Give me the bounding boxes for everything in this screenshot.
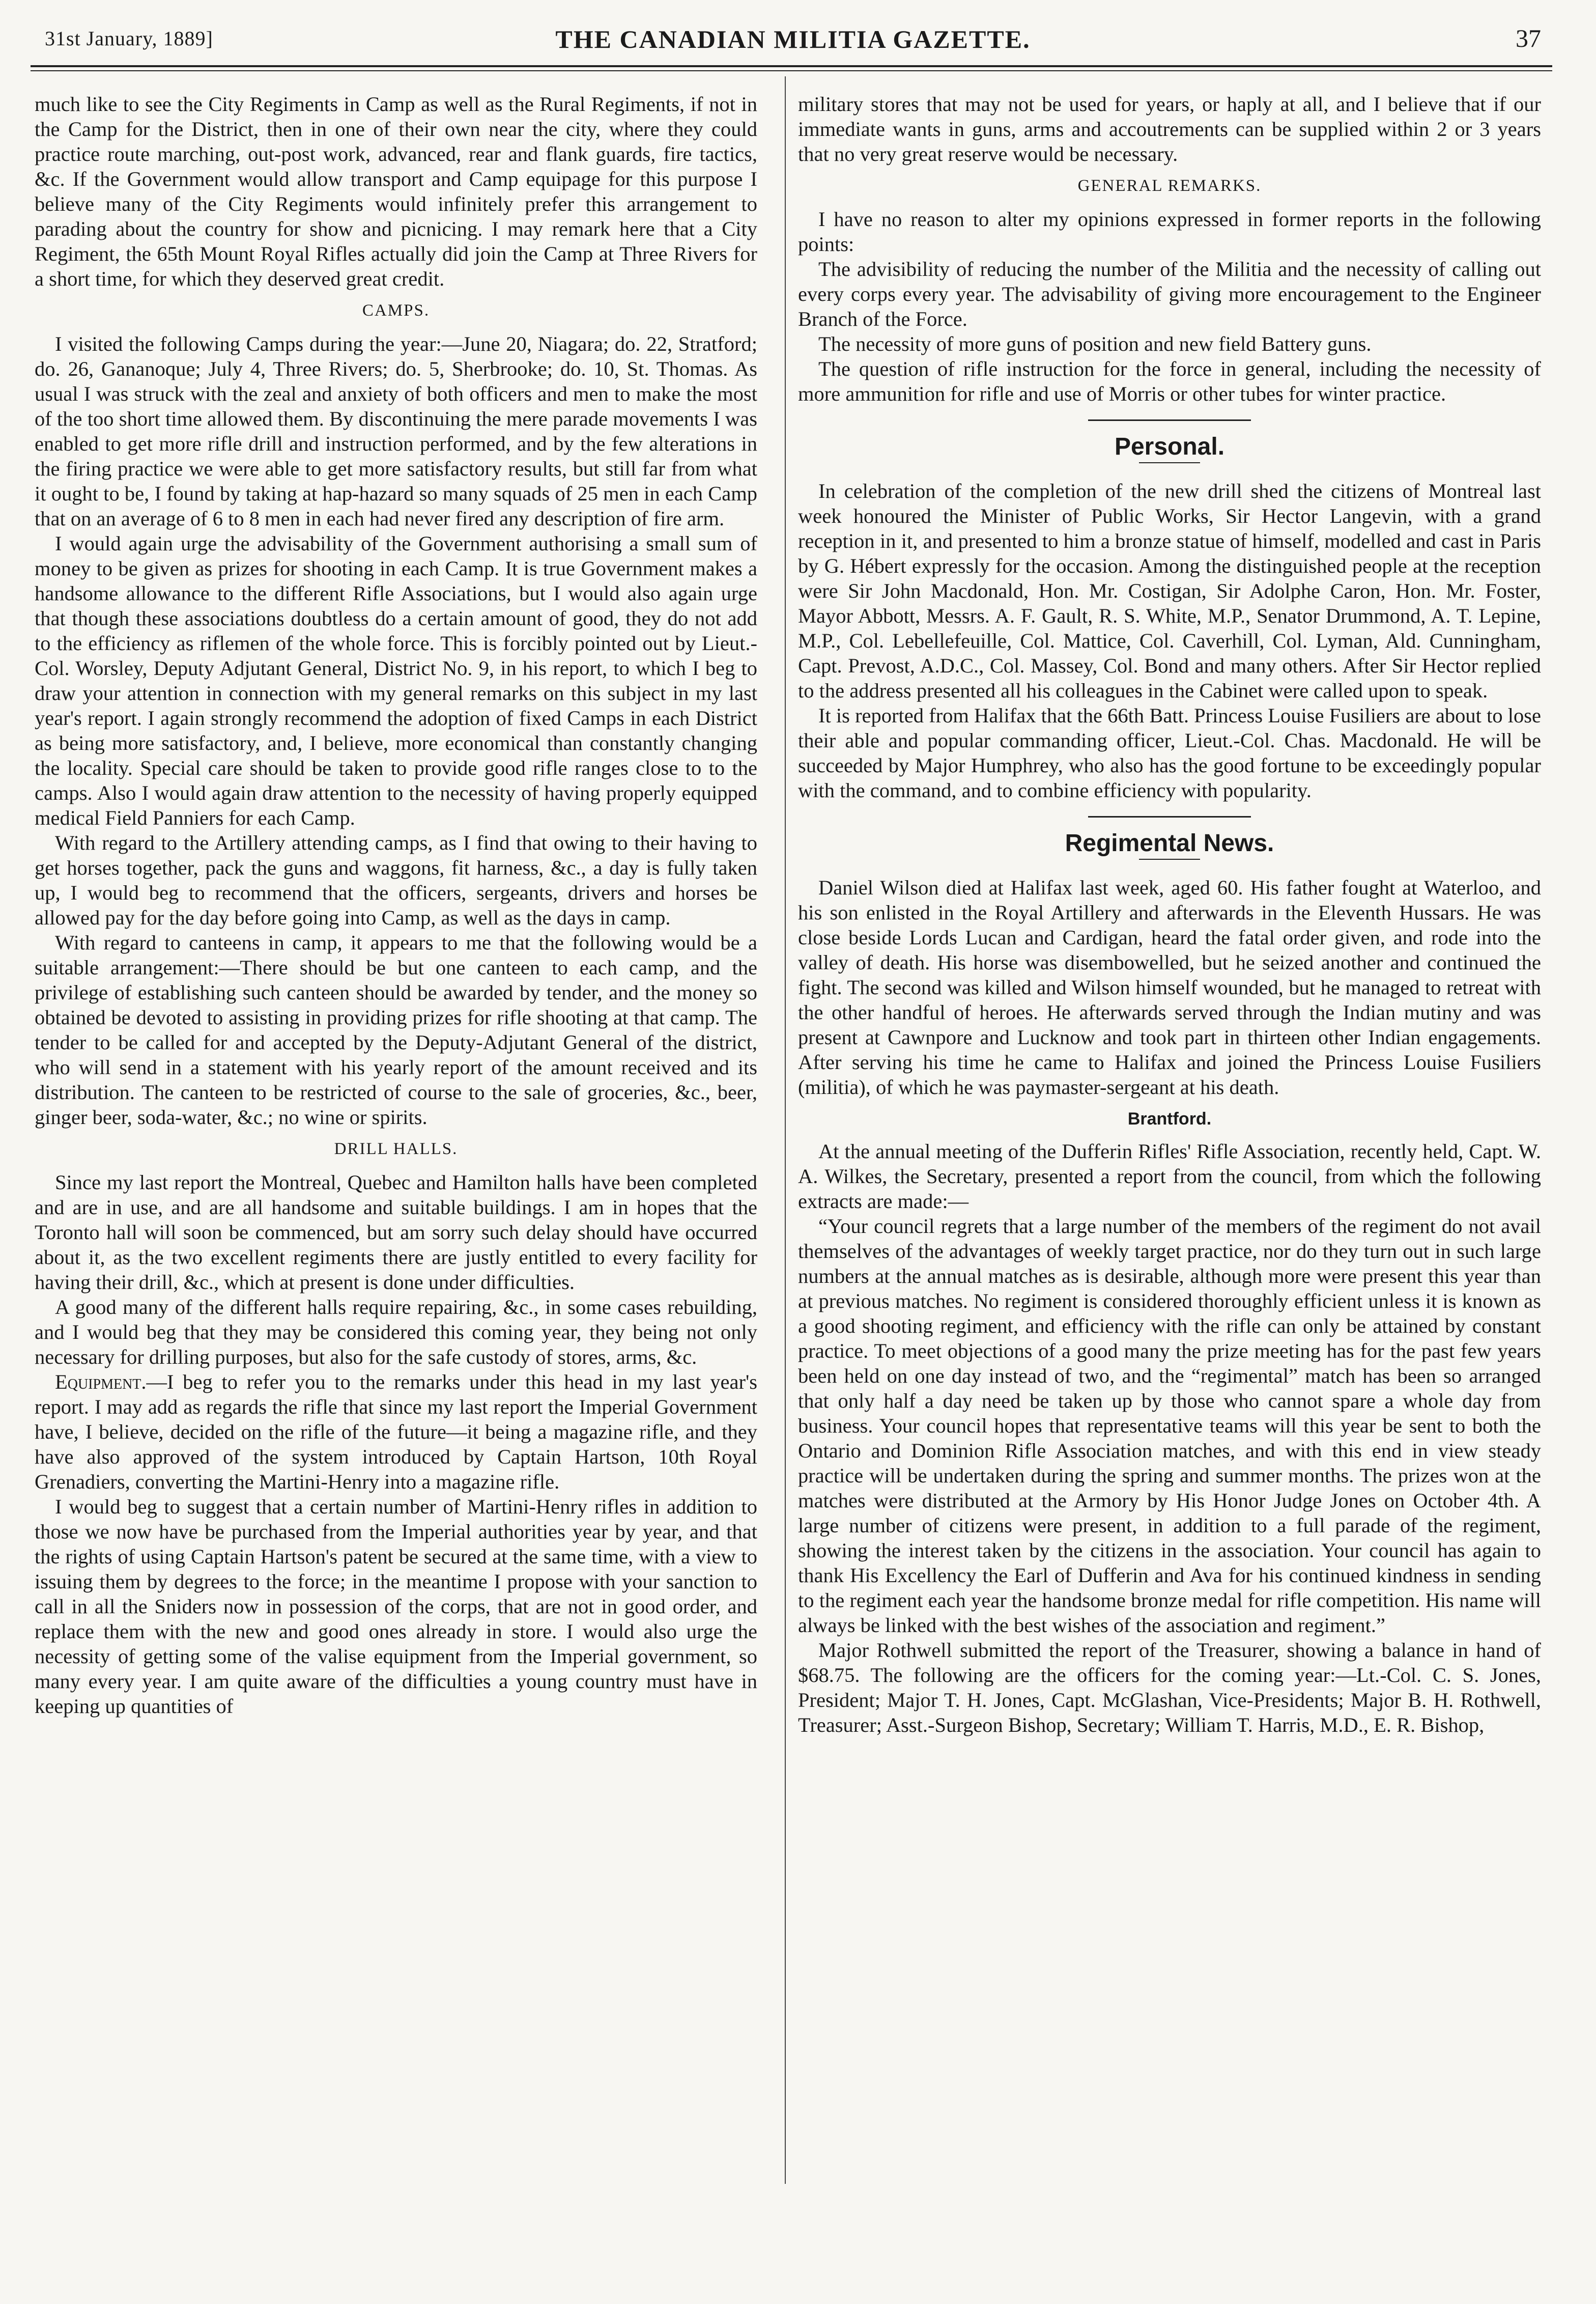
- personal-paragraph: It is reported from Halifax that the 66th Batt. Princess Louise Fusiliers are about to lose their able and popular commanding officer, Lieut.-Col. Chas. Macdonald. He will be succeeded by Major Humphrey, who also has the good fortune to be exceedingly popular with the command, and to combine efficiency with popularity.: [798, 704, 1541, 802]
- equipment-text: —I beg to refer you to the remarks under this head in my last year's report. I may add as regards the rifle that since my last report the Imperial Government have, I believe, decided on the rifle of the future—it being a magazine rifle, and they have also approved of the system introduced by Captain Hartson, 10th Royal Grenadiers, converting the Martini-Henry into a magazine rifle.: [35, 1370, 757, 1493]
- general-remarks-paragraph: The advisibility of reducing the number of the Militia and the necessity of calling out every corps every year. The advisability of giving more encouragement to the Engineer Branch of the Force.: [798, 258, 1541, 330]
- masthead-title: THE CANADIAN MILITIA GAZETTE.: [555, 25, 1031, 53]
- header-rule: [31, 65, 1552, 67]
- drill-halls-paragraph: A good many of the different halls require repairing, &c., in some cases rebuilding, and I would beg that they may be considered this coming year, they being not only necessary for drilling purposes, but also for the safe custody of stores, arms, &c.: [35, 1296, 757, 1368]
- brantford-paragraph: At the annual meeting of the Dufferin Rifles' Rifle Association, recently held, Capt. W. A. Wilkes, the Secretary, presented a report from the council, from which the following extracts are made:—: [798, 1140, 1541, 1213]
- camps-heading: CAMPS.: [362, 301, 430, 320]
- brantford-heading: Brantford.: [1127, 1109, 1212, 1129]
- equipment-label: Equipment.: [55, 1370, 147, 1393]
- heading-underline: [1139, 462, 1200, 463]
- intro-paragraph: much like to see the City Regiments in Camp as well as the Rural Regiments, if not in the Camp for the District, then in one of their own near the city, where they could practice route marching, out-post work, advanced, rear and flank guards, fire tactics, &c. If the Government would allow transport and Camp equipage for this purpose I believe many of the City Regiments would infinitely prefer this arrangement to parading about the country for show and picnicing. I may remark here that a City Regiment, the 65th Mount Royal Rifles actually did join the Camp at Three Rivers for a short time, for which they deserved great credit.: [35, 93, 757, 290]
- general-remarks-paragraph: I have no reason to alter my opinions expressed in former reports in the following points:: [798, 208, 1541, 256]
- header-rule-thin: [31, 70, 1552, 71]
- left-column: [35, 92, 757, 2189]
- equipment-paragraph: I would beg to suggest that a certain number of Martini-Henry rifles in addition to those we now have be purchased from the Imperial authorities year by year, and that the rights of using Captain Hartson's patent be secured at the same time, with a view to issuing them by degrees to the force; in the meantime I propose with your sanction to call in all the Sniders now in possession of the corps, that are not in good order, and replace them with the new and good ones already in store. I would also urge the necessity of getting some of the valise equipment from the Imperial government, so many every year. I am quite aware of the difficulties a young country must have in keeping up quantities of: [35, 1495, 757, 1718]
- drill-halls-paragraph: Since my last report the Montreal, Quebec and Hamilton halls have been completed and are in use, and are all handsome and suitable buildings. I am in hopes that the Toronto hall will soon be commenced, but am sorry such delay should have occurred about it, as the two excellent regiments there are justly entitled to every facility for having their drill, &c., which at present is done under difficulties.: [35, 1171, 757, 1294]
- regimental-paragraph: Daniel Wilson died at Halifax last week, aged 60. His father fought at Waterloo, and his son enlisted in the Royal Artillery and afterwards in the Eleventh Hussars. He was close beside Lords Lucan and Cardigan, heard the fatal order given, and rode into the valley of death. His horse was disembowelled, but he seized another and continued the fight. The second was killed and Wilson himself wounded, but he managed to retreat with the other handful of heroes. He afterwards served through the Indian mutiny and was present at Cawnpore and Lucknow and took part in thirteen other Indian engagements. After serving his time he came to Halifax and joined the Princess Louise Fusiliers (militia), of which he was paymaster-sergeant at his death.: [798, 876, 1541, 1099]
- heading-underline: [1139, 859, 1200, 860]
- column-divider: [785, 76, 786, 2184]
- equipment-paragraph: [35, 1369, 757, 1494]
- personal-paragraph: In celebration of the completion of the new drill shed the citizens of Montreal last week honoured the Minister of Public Works, Sir Hector Langevin, with a grand reception in it, and presented to him a bronze statue of himself, modelled and cast in Paris by G. Hébert expressly for the occasion. Among the distinguished people at the reception were Sir John Macdonald, Hon. Mr. Costigan, Sir Adolphe Caron, Hon. Mr. Foster, Mayor Abbott, Messrs. A. F. Gault, R. S. White, M.P., Senator Drummond, A. T. Lepine, M.P., Col. Lebellefeuille, Col. Mattice, Col. Caverhill, Col. Lyman, Ald. Cunningham, Capt. Prevost, A.D.C., Col. Massey, Col. Bond and many others. After Sir Hector replied to the address presented all his colleagues in the Cabinet were called upon to speak.: [798, 480, 1541, 702]
- page-header: [45, 20, 1541, 56]
- right-column: [798, 92, 1541, 2189]
- camps-paragraph: With regard to canteens in camp, it appears to me that the following would be a suitable arrangement:—There should be but one canteen to each camp, and the privilege of establishing such canteen should be awarded by tender, and the money so obtained be devoted to assisting in providing prizes for rifle shooting at that camp. The tender to be called for and accepted by the Deputy-Adjutant General of the district, who will send in a statement with his yearly report of the amount received and its distribution. The canteen to be restricted of course to the sale of groceries, &c., beer, ginger beer, soda-water, &c.; no wine or spirits.: [35, 931, 757, 1129]
- camps-paragraph: I visited the following Camps during the year:—June 20, Niagara; do. 22, Stratford; do. 26, Gananoque; July 4, Three Rivers; do. 5, Sherbrooke; do. 10, St. Thomas. As usual I was struck with the zeal and anxiety of both officers and men to make the most of the too short time allowed them. By discontinuing the mere parade movements I was enabled to get more rifle drill and instruction performed, and by the few alterations in the firing practice we were able to get more satisfactory results, but still far from what it ought to be, I found by taking at hap-hazard so many squads of 25 men in each Camp that on an average of 6 to 8 men in each had never fired any description of fire arm.: [35, 332, 757, 530]
- personal-heading: Personal.: [1114, 433, 1225, 460]
- issue-date: 31st January, 1889]: [45, 27, 213, 50]
- page-number: 37: [1516, 24, 1541, 52]
- section-separator: [1088, 419, 1251, 421]
- continued-paragraph: military stores that may not be used for years, or haply at all, and I believe that if our immediate wants in guns, arms and accoutrements can be supplied within 2 or 3 years that no very great reserve would be necessary.: [798, 93, 1541, 165]
- general-remarks-heading: GENERAL REMARKS.: [1077, 177, 1262, 195]
- camps-paragraph: I would again urge the advisability of the Government authorising a small sum of money to be given as prizes for shooting in each Camp. It is true Government makes a handsome allowance to the different Rifle Associations, but I would also again urge that though these associations doubtless do a certain amount of good, they do not add to the efficiency as riflemen of the whole force. This is forcibly pointed out by Lieut.-Col. Worsley, Deputy Adjutant General, District No. 9, in his report, to which I beg to draw your attention in connection with my general remarks on this subject in my last year's report. I again strongly recommend the adoption of fixed Camps in each District as being more satisfactory, and, I believe, more economical than constantly changing the locality. Special care should be taken to provide good rifle ranges close to to the camps. Also I would again draw attention to the necessity of having properly equipped medical Field Panniers for each Camp.: [35, 532, 757, 829]
- general-remarks-paragraph: The question of rifle instruction for the force in general, including the necessity of more ammunition for rifle and use of Morris or other tubes for winter practice.: [798, 357, 1541, 405]
- section-separator: [1088, 816, 1251, 818]
- drill-halls-heading: DRILL HALLS.: [334, 1140, 458, 1158]
- brantford-paragraph: “Your council regrets that a large number of the members of the regiment do not avail themselves of the advantages of weekly target practice, nor do they turn out in such large numbers at the annual matches as is desirable, although more were present this year than at previous matches. No regiment is considered thoroughly efficient unless it is known as a good shooting regiment, and efficiency with the rifle can only be attained by constant practice. To meet objections of a good many the prize meeting has for the past few years been held on one day instead of two, and the “regimental” match has been so arranged that only half a day need be taken up by those who cannot spare a whole day from business. Your council hopes that representative teams will this year be sent to both the Ontario and Dominion Rifle Association matches, and with this end in view steady practice will be undertaken during the spring and summer months. The prizes won at the matches were distributed at the Armory by His Honor Judge Jones on October 4th. A large number of citizens were present, in addition to a full parade of the regiment, showing the interest taken by the citizens in the association. Your council has again to thank His Excellency the Earl of Dufferin and Ava for his continued kindness in sending to the regiment each year the handsome bronze medal for rifle competition. His name will always be linked with the best wishes of the association and regiment.”: [798, 1215, 1541, 1637]
- brantford-paragraph: Major Rothwell submitted the report of the Treasurer, showing a balance in hand of $68.75. The following are the officers for the coming year:—Lt.-Col. C. S. Jones, President; Major T. H. Jones, Capt. McGlashan, Vice-Presidents; Major B. H. Rothwell, Treasurer; Asst.-Surgeon Bishop, Secretary; William T. Harris, M.D., E. R. Bishop,: [798, 1639, 1541, 1736]
- regimental-news-heading: Regimental News.: [1065, 830, 1274, 857]
- general-remarks-paragraph: The necessity of more guns of position and new field Battery guns.: [818, 332, 1372, 355]
- camps-paragraph: With regard to the Artillery attending camps, as I find that owing to their having to get horses together, pack the guns and waggons, fit harness, &c., a day is fully taken up, I would beg to recommend that the officers, sergeants, drivers and horses be allowed pay for the day before going into Camp, as well as the days in camp.: [35, 831, 757, 929]
